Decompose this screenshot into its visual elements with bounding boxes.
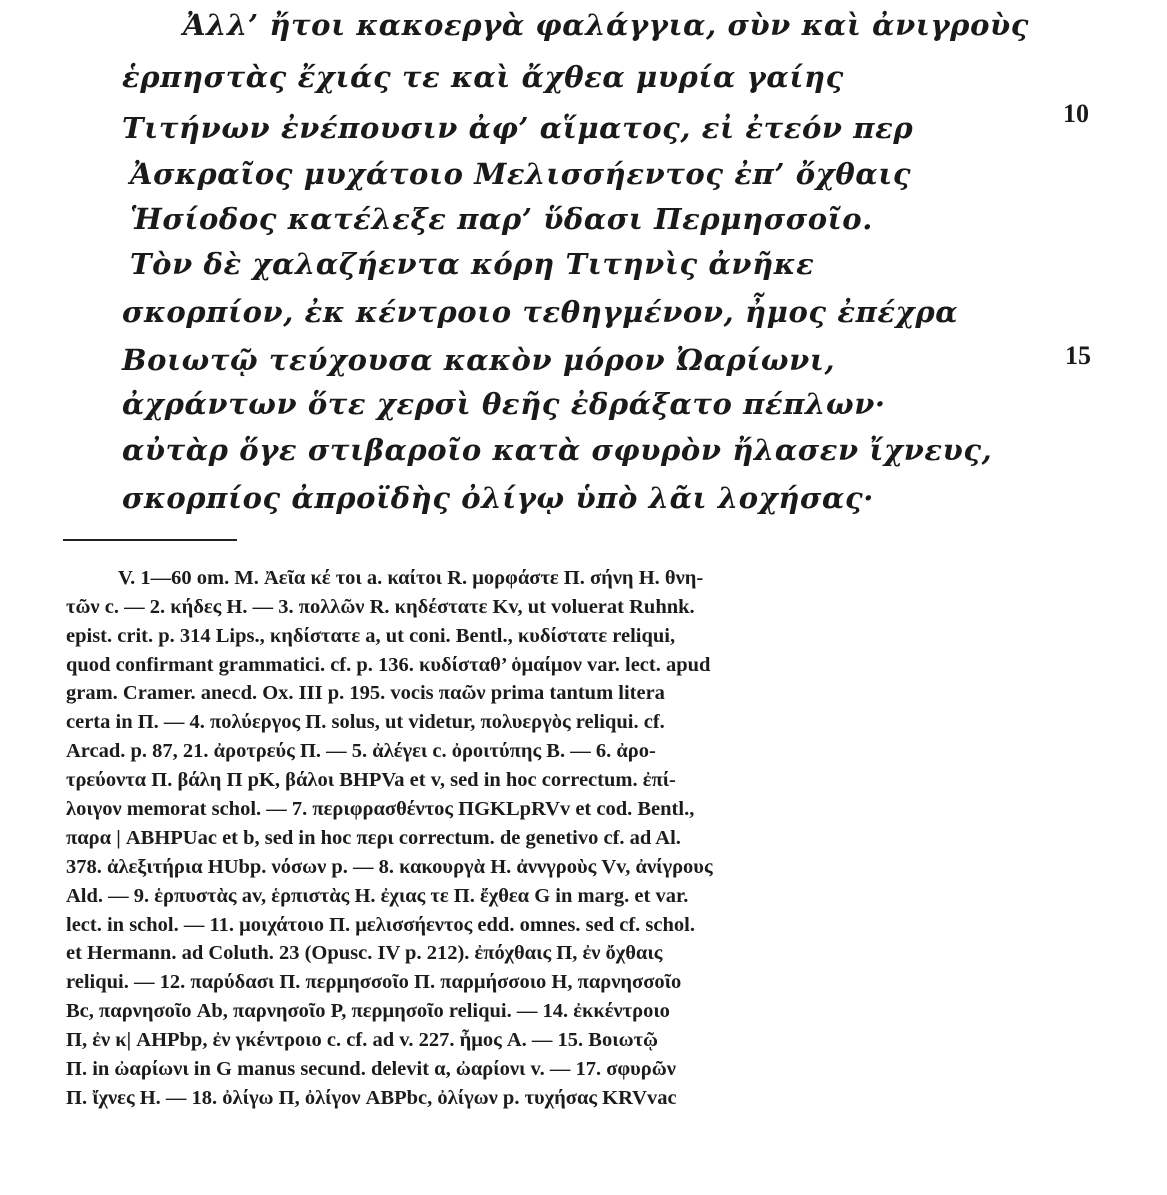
apparatus-line: Arcad. p. 87, 21. ἀροτρεύς Π. — 5. ἀλέγει c. ὀροιτύπης B. — 6. ἀρο- bbox=[66, 740, 656, 762]
line-number: 15 bbox=[1065, 341, 1091, 370]
apparatus-line: V. 1—60 om. M. Ἀεῖα κέ τοι a. καίτοι R. μορφάστε Π. σήνη H. θνη- bbox=[118, 567, 704, 589]
apparatus-line: 378. ἀλεξιτήρια HUbp. νόσων p. — 8. κακουργὰ H. ἀννγροὺς Vv, ἀνίγρους bbox=[66, 856, 713, 878]
apparatus-line: τρεύοντα Π. βάλη Π pK, βάλοι BHPVa et v, sed in hoc correctum. ἐπί- bbox=[66, 769, 676, 791]
verse-line: Τὸν δὲ χαλαζήεντα κόρη Τιτηνὶς ἀνῆκε bbox=[130, 247, 815, 281]
apparatus-line: gram. Cramer. anecd. Ox. III p. 195. vocis παῶν prima tantum litera bbox=[66, 682, 665, 704]
apparatus-line: λοιγον memorat schol. — 7. περιφρασθέντος ΠGKLpRVv et cod. Bentl., bbox=[66, 798, 695, 820]
verse-line: Ἀσκραῖος μυχάτοιο Μελισσήεντος ἐπ’ ὄχθαις bbox=[130, 157, 912, 191]
verse-line: Ἀλλ’ ἤτοι κακοεργὰ φαλάγγια, σὺν καὶ ἀνιγροὺς bbox=[183, 8, 1029, 42]
verse-line: σκορπίον, ἐκ κέντροιο τεθηγμένον, ἦμος ἐπέχρα bbox=[122, 295, 959, 329]
apparatus-line: certa in Π. — 4. πολύεργος Π. solus, ut videtur, πολυεργὸς reliqui. cf. bbox=[66, 711, 665, 733]
verse-line: αὐτὰρ ὅγε στιβαροῖο κατὰ σφυρὸν ἤλασεν ἴχνευς, bbox=[122, 433, 993, 467]
verse-line: Τιτήνων ἐνέπουσιν ἀφ’ αἵματος, εἰ ἐτεόν περ bbox=[122, 111, 914, 145]
verse-line: ἀχράντων ὅτε χερσὶ θεῆς ἐδράξατο πέπλων· bbox=[122, 387, 886, 421]
apparatus-line: Ald. — 9. ἑρπυστὰς av, ἑρπιστὰς H. ἐχιας τε Π. ἔχθεα G in marg. et var. bbox=[66, 885, 689, 907]
apparatus-line: Π. in ὠαρίωνι in G manus secund. delevit α, ὠαρίονι v. — 17. σφυρῶν bbox=[66, 1058, 676, 1080]
apparatus-line: Bc, παρνησοῖο Ab, παρνησοῖο P, περμησοῖο reliqui. — 14. ἐκκέντροιο bbox=[66, 1000, 670, 1022]
apparatus-line: quod confirmant grammatici. cf. p. 136. κυδίσταθ’ ὁμαίμον var. lect. apud bbox=[66, 654, 711, 676]
apparatus-line: et Hermann. ad Coluth. 23 (Opusc. IV p. 212). ἐπόχθαις Π, ἐν ὄχθαις bbox=[66, 942, 663, 964]
apparatus-line: lect. in schol. — 11. μοιχάτοιο Π. μελισσήεντος edd. omnes. sed cf. schol. bbox=[66, 914, 695, 936]
apparatus-line: epist. crit. p. 314 Lips., κηδίστατε a, ut coni. Bentl., κυδίστατε reliqui, bbox=[66, 625, 676, 647]
apparatus-line: Π, ἐν κ| AHPbp, ἐν γκέντροιο c. cf. ad v. 227. ἦμος A. — 15. Βοιωτῷ bbox=[66, 1029, 658, 1051]
footnote-divider bbox=[63, 539, 237, 541]
verse-line: σκορπίος ἀπροϊδὴς ὀλίγῳ ὑπὸ λᾶι λοχήσας· bbox=[122, 481, 874, 515]
verse-line: ἑρπηστὰς ἔχιάς τε καὶ ἄχθεα μυρία γαίης bbox=[122, 60, 844, 94]
line-number: 10 bbox=[1063, 99, 1089, 128]
apparatus-line: τῶν c. — 2. κήδες H. — 3. πολλῶν R. κηδέστατε Kv, ut voluerat Ruhnk. bbox=[66, 596, 695, 618]
apparatus-line: Π. ἴχνες H. — 18. ὀλίγω Π, ὀλίγον ABPbc, ὀλίγων p. τυχήσας KRVvac bbox=[66, 1087, 677, 1109]
verse-line: Ἡσίοδος κατέλεξε παρ’ ὕδασι Περμησσοῖο. bbox=[130, 202, 873, 236]
apparatus-line: reliqui. — 12. παρύδασι Π. περμησσοῖο Π. παρμήσσοιο H, παρνησσοῖο bbox=[66, 971, 682, 993]
verse-line: Βοιωτῷ τεύχουσα κακὸν μόρον Ὠαρίωνι, bbox=[122, 343, 836, 377]
apparatus-line: παρα | ABHPUac et b, sed in hoc περι correctum. de genetivo cf. ad Al. bbox=[66, 827, 681, 849]
